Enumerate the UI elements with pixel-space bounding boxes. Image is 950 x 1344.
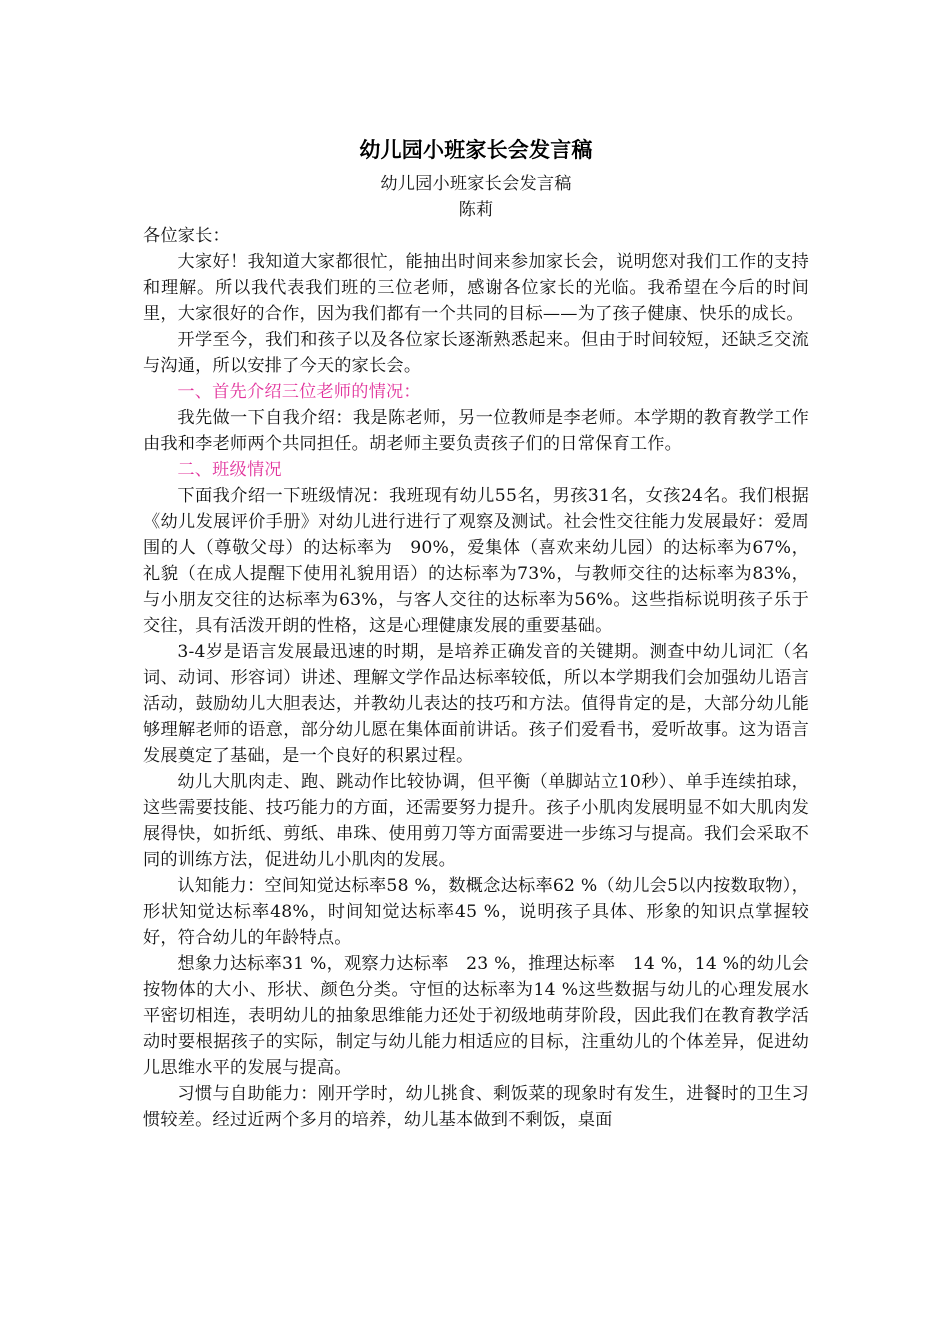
section-heading: 二、班级情况	[177, 460, 282, 480]
paragraph: 3-4岁是语言发展最迅速的时期，是培养正确发音的关键期。测查中幼儿词汇（名词、动词、形容词）讲述、理解文学作品达标率较低，所以本学期我们会加强幼儿语言活动，鼓励幼儿大胆表达，并教幼儿表达的技巧和方法。值得肯定的是，大部分幼儿能够理解老师的语意，部分幼儿愿在集体面前讲话。孩子们爱看书，爱听故事。这为语言发展奠定了基础，是一个良好的积累过程。	[143, 642, 809, 766]
paragraph: 习惯与自助能力：刚开学时，幼儿挑食、剩饭菜的现象时有发生，进餐时的卫生习惯较差。经过近两个多月的培养，幼儿基本做到不剩饭，桌面	[143, 1084, 809, 1130]
paragraph: 幼儿大肌肉走、跑、跳动作比较协调，但平衡（单脚站立10秒）、单手连续拍球，这些需要技能、技巧能力的方面，还需要努力提升。孩子小肌肉发展明显不如大肌肉发展得快，如折纸、剪纸、串珠、使用剪刀等方面需要进一步练习与提高。我们会采取不同的训练方法，促进幼儿小肌肉的发展。	[143, 772, 809, 870]
paragraph: 大家好！我知道大家都很忙，能抽出时间来参加家长会，说明您对我们工作的支持和理解。所以我代表我们班的三位老师，感谢各位家长的光临。我希望在今后的时间里，大家很好的合作，因为我们都有一个共同的目标——为了孩子健康、快乐的成长。	[143, 252, 809, 324]
section-heading: 一、首先介绍三位老师的情况：	[177, 382, 421, 402]
paragraph: 认知能力：空间知觉达标率58 %，数概念达标率62 %（幼儿会5以内按数取物），形状知觉达标率48%，时间知觉达标率45 %，说明孩子具体、形象的知识点掌握较好，符合幼儿的年龄特点。	[143, 876, 809, 948]
paragraph: 我先做一下自我介绍：我是陈老师，另一位教师是李老师。本学期的教育教学工作由我和李老师两个共同担任。胡老师主要负责孩子们的日常保育工作。	[143, 408, 809, 454]
author-name: 陈莉	[458, 200, 494, 220]
paragraph: 开学至今，我们和孩子以及各位家长逐渐熟悉起来。但由于时间较短，还缺乏交流与沟通，所以安排了今天的家长会。	[143, 330, 809, 376]
document-body	[143, 135, 809, 1133]
greeting: 各位家长：	[143, 226, 230, 246]
paragraph: 想象力达标率31 %，观察力达标率 23 %，推理达标率 14 %，14 %的幼儿会按物体的大小、形状、颜色分类。守恒的达标率为14 %这些数据与幼儿的心理发展水平密切相连，表明幼儿的抽象思维能力还处于初级地萌芽阶段，因此我们在教育教学活动时要根据孩子的实际，制定与幼儿能力相适应的目标，注重幼儿的个体差异，促进幼儿思维水平的发展与提高。	[143, 954, 809, 1078]
page-title: 幼儿园小班家长会发言稿	[359, 137, 593, 162]
paragraph: 下面我介绍一下班级情况：我班现有幼儿55名，男孩31名，女孩24名。我们根据《幼儿发展评价手册》对幼儿进行进行了观察及测试。社会性交往能力发展最好：爱周围的人（尊敬父母）的达标率为 90%，爱集体（喜欢来幼儿园）的达标率为67%，礼貌（在成人提醒下使用礼貌用语）的达标率为73%，与教师交往的达标率为83%，与小朋友交往的达标率为63%，与客人交往的达标率为56%。这些指标说明孩子乐于交往，具有活泼开朗的性格，这是心理健康发展的重要基础。	[143, 486, 809, 636]
document-subtitle: 幼儿园小班家长会发言稿	[380, 174, 572, 194]
